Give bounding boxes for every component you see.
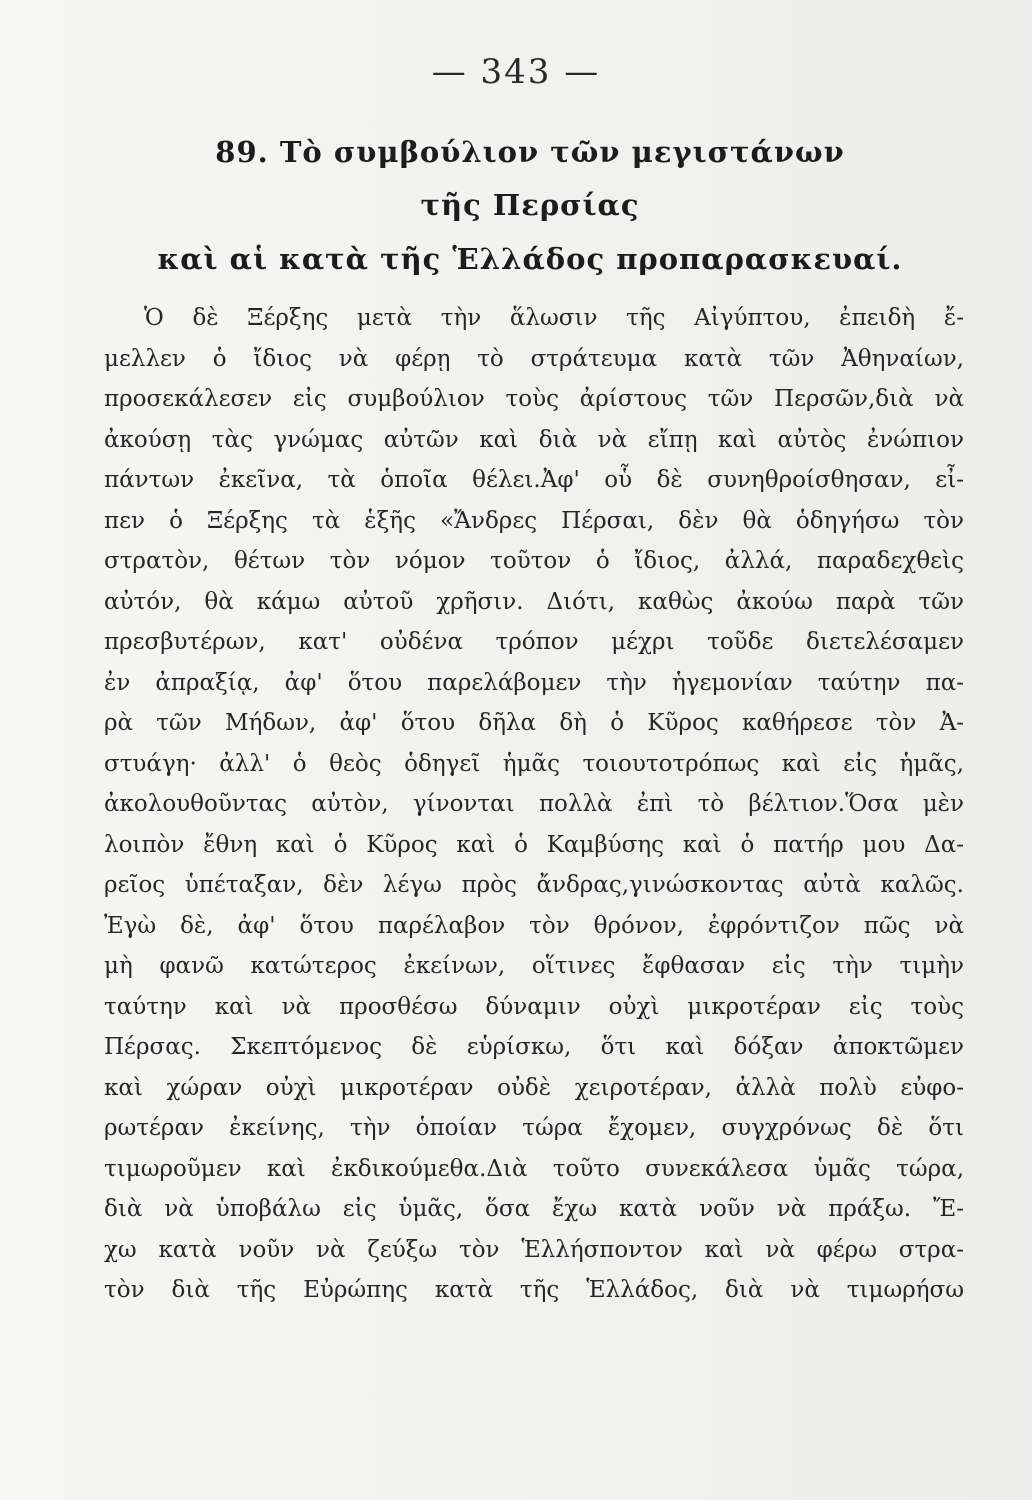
text-line: μελλεν ὁ ἴδιος νὰ φέρῃ τὸ στράτευμα κατὰ τῶν Ἀθηναίων, — [104, 345, 964, 372]
text-line: πρεσβυτέρων, κατ' οὐδένα τρόπον μέχρι τοῦδε διετελέσαμεν — [104, 629, 964, 655]
chapter-title-line-3: καὶ αἱ κατὰ τῆς Ἑλλάδος προπαρασκευαί. — [157, 242, 903, 276]
text-line: ρωτέραν ἐκείνης, τὴν ὁποίαν τώρα ἔχομεν, συγχρόνως δὲ ὅτι — [104, 1115, 964, 1141]
text-line: πεν ὁ Ξέρξης τὰ ἑξῆς «Ἄνδρες Πέρσαι, δὲν θὰ ὁδηγήσω τὸν — [104, 507, 964, 534]
text-line: στρατὸν, θέτων τὸν νόμον τοῦτον ὁ ἴδιος, ἀλλά, παραδεχθεὶς — [104, 548, 964, 574]
text-line: ρεῖος ὑπέταξαν, δὲν λέγω πρὸς ἄνδρας,γινώσκοντας αὐτὰ καλῶς. — [104, 872, 964, 898]
text-line: Ὁ δὲ Ξέρξης μετὰ τὴν ἅλωσιν τῆς Αἰγύπτου, ἐπειδὴ ἔ- — [144, 305, 964, 331]
text-line: στυάγη· ἀλλ' ὁ θεὸς ὁδηγεῖ ἡμᾶς τοιουτοτρόπως καὶ εἰς ἡμᾶς, — [104, 750, 964, 777]
text-line: τιμωροῦμεν καὶ ἐκδικούμεθα.Διὰ τοῦτο συνεκάλεσα ὑμᾶς τώρα, — [104, 1155, 964, 1182]
text-line: αὐτόν, θὰ κάμω αὐτοῦ χρῆσιν. Διότι, καθὼς ἀκούω παρὰ τῶν — [104, 588, 964, 615]
text-line: πάντων ἐκεῖνα, τὰ ὁποῖα θέλει.Ἀφ' οὗ δὲ συνηθροίσθησαν, εἶ- — [104, 467, 964, 493]
text-line: λοιπὸν ἔθνη καὶ ὁ Κῦρος καὶ ὁ Καμβύσης καὶ ὁ πατήρ μου Δα- — [104, 831, 964, 858]
page-number: — 343 — — [431, 52, 601, 92]
text-line: ἀκούσῃ τὰς γνώμας αὐτῶν καὶ διὰ νὰ εἴπῃ καὶ αὐτὸς ἐνώπιον — [104, 426, 964, 453]
text-line: ἐν ἀπραξίᾳ, ἀφ' ὅτου παρελάβομεν τὴν ἡγεμονίαν ταύτην πα- — [104, 669, 964, 696]
text-line: καὶ χώραν οὐχὶ μικροτέραν οὐδὲ χειροτέραν, ἀλλὰ πολὺ εὐφο- — [104, 1074, 964, 1101]
text-line: Πέρσας. Σκεπτόμενος δὲ εὑρίσκω, ὅτι καὶ δόξαν ἀποκτῶμεν — [104, 1034, 964, 1060]
text-line: ταύτην καὶ νὰ προσθέσω δύναμιν οὐχὶ μικροτέραν εἰς τοὺς — [104, 993, 964, 1020]
body-text — [104, 298, 964, 1311]
text-line: τὸν διὰ τῆς Εὐρώπης κατὰ τῆς Ἑλλάδος, διὰ νὰ τιμωρήσω — [104, 1277, 964, 1303]
text-line: Ἐγὼ δὲ, ἀφ' ὅτου παρέλαβον τὸν θρόνον, ἐφρόντιζον πῶς νὰ — [104, 912, 964, 939]
chapter-title-line-1: 89. Τὸ συμβούλιον τῶν μεγιστάνων — [215, 135, 845, 169]
text-line: μὴ φανῶ κατώτερος ἐκείνων, οἵτινες ἔφθασαν εἰς τὴν τιμὴν — [104, 953, 964, 979]
text-line: προσεκάλεσεν εἰς συμβούλιον τοὺς ἀρίστους τῶν Περσῶν,διὰ νὰ — [104, 386, 964, 412]
chapter-title-line-2: τῆς Περσίας — [420, 188, 640, 222]
text-line: διὰ νὰ ὑποβάλω εἰς ὑμᾶς, ὅσα ἔχω κατὰ νοῦν νὰ πράξω. Ἔ- — [104, 1196, 964, 1222]
text-line: χω κατὰ νοῦν νὰ ζεύξω τὸν Ἑλλήσποντον καὶ νὰ φέρω στρα- — [104, 1236, 964, 1263]
text-line: ρὰ τῶν Μήδων, ἀφ' ὅτου δῆλα δὴ ὁ Κῦρος καθήρεσε τὸν Ἀ- — [104, 710, 964, 736]
text-line: ἀκολουθοῦντας αὐτὸν, γίνονται πολλὰ ἐπὶ τὸ βέλτιον.Ὅσα μὲν — [104, 791, 964, 817]
